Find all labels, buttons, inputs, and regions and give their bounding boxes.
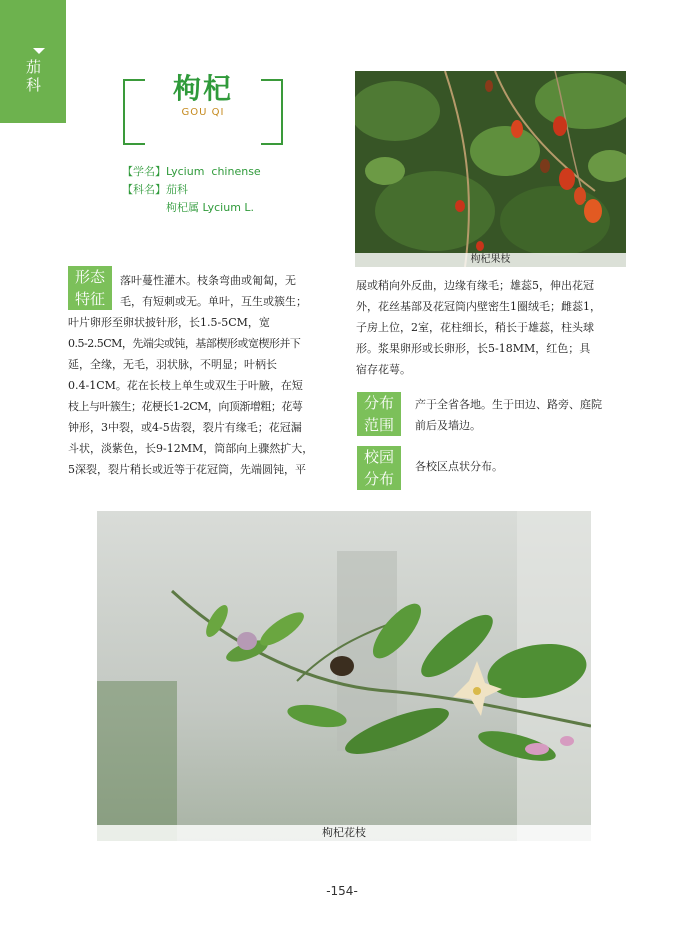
text-line: 0.4-1CM。花在长枝上单生或双生于叶腋，在短 bbox=[68, 379, 303, 392]
text-line: 钟形，3中裂，或4-5齿裂，裂片有缘毛；花冠漏 bbox=[68, 421, 302, 434]
text-line: 落叶蔓性灌木。枝条弯曲或匍匐，无 bbox=[120, 274, 296, 287]
text-line: 斗状，淡紫色，长9-12MM，筒部向上骤然扩大， bbox=[68, 442, 314, 455]
category-label: 茄科 bbox=[26, 58, 42, 94]
fruit-branch-image bbox=[355, 71, 626, 267]
text-line: 子房上位，2室，花柱细长，稍长于雄蕊，柱头球 bbox=[356, 321, 594, 334]
page-title: 枸杞 bbox=[153, 67, 253, 107]
text-line: 0.5-2.5CM，先端尖或钝，基部楔形或宽楔形并下 bbox=[68, 337, 301, 350]
category-tab bbox=[0, 0, 66, 123]
morphology-tag-line2: 特征 bbox=[74, 290, 105, 308]
flower-branch-image bbox=[97, 511, 591, 841]
family-name: 茄科 bbox=[166, 183, 188, 196]
distribution-text bbox=[415, 394, 630, 436]
title-box bbox=[123, 72, 283, 141]
flower-branch-photo bbox=[97, 511, 591, 841]
text-line: 产于全省各地。生于田边、路旁、庭院 bbox=[415, 398, 602, 411]
text-line: 形。浆果卵形或长卵形，长5-18MM，红色；具 bbox=[356, 342, 591, 355]
text-line: 宿存花萼。 bbox=[356, 363, 411, 376]
morphology-text-right bbox=[356, 275, 628, 380]
genus-name: 枸杞属 Lycium L. bbox=[166, 201, 255, 214]
triangle-down-icon bbox=[33, 48, 45, 54]
scientific-name: Lycium chinense bbox=[166, 165, 261, 178]
page-title-pinyin: GOU QI bbox=[181, 107, 225, 118]
morphology-tag-line1: 形态 bbox=[74, 268, 105, 286]
campus-distribution-tag bbox=[357, 446, 401, 490]
text-line: 前后及墙边。 bbox=[415, 419, 481, 432]
fruit-branch-photo bbox=[355, 71, 626, 267]
flower-branch-caption: 枸杞花枝 bbox=[97, 825, 591, 841]
text-line: 延，全缘，无毛，羽状脉，不明显；叶柄长 bbox=[68, 358, 277, 371]
text-line: 5深裂，裂片稍长或近等于花冠筒，先端圆钝，平 bbox=[68, 463, 306, 476]
distribution-tag bbox=[357, 392, 401, 436]
page-number: -154- bbox=[326, 884, 358, 898]
distribution-tag-line2: 范围 bbox=[363, 416, 394, 434]
text-line: 叶片卵形至卵状披针形，长1.5-5CM，宽 bbox=[68, 316, 270, 329]
fruit-branch-caption: 枸杞果枝 bbox=[355, 253, 626, 267]
family-label: 【科名】 bbox=[122, 183, 166, 196]
morphology-text-left bbox=[68, 270, 338, 480]
campus-tag-line1: 校园 bbox=[363, 448, 394, 466]
distribution-tag-line1: 分布 bbox=[363, 394, 394, 412]
text-line: 外，花丝基部及花冠筒内壁密生1圈绒毛；雌蕊1， bbox=[356, 300, 601, 313]
taxonomy-info bbox=[122, 163, 261, 217]
scientific-name-label: 【学名】 bbox=[122, 165, 166, 178]
text-line: 毛，有短刺或无。单叶，互生或簇生； bbox=[120, 295, 307, 308]
campus-distribution-text: 各校区点状分布。 bbox=[415, 460, 503, 473]
text-line: 枝上与叶簇生；花梗长1-2CM，向顶渐增粗；花萼 bbox=[68, 400, 303, 413]
text-line: 展或稍向外反曲，边缘有缘毛；雄蕊5，伸出花冠 bbox=[356, 279, 594, 292]
campus-tag-line2: 分布 bbox=[363, 470, 394, 488]
